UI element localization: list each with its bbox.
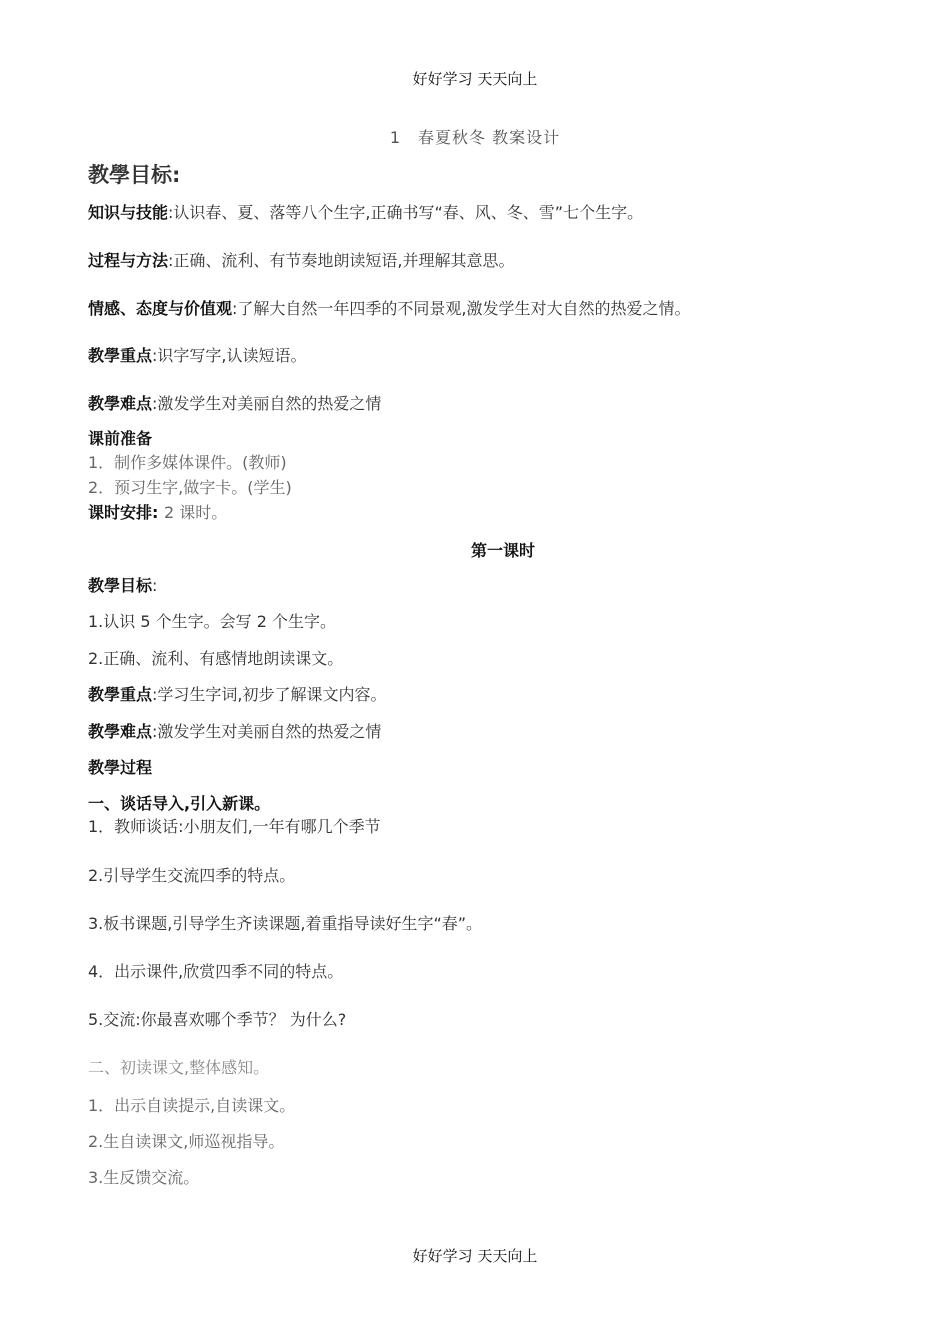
lesson1-objectives-line (88, 575, 157, 597)
section-2-heading: 二、初读课文,整体感知。 (88, 1058, 270, 1077)
lesson1-heading: 第一课时 (471, 541, 536, 560)
section-1-heading: 一、谈话导入,引入新课。 (88, 794, 271, 813)
document-title: 1 春夏秋冬 教案设计 (389, 128, 561, 147)
prep-item-2: 2．预习生字,做字卡。(学生) (88, 478, 292, 497)
emotion-values-line (88, 298, 691, 320)
schedule-line (88, 502, 227, 524)
section-2-item-2: 2.生自读课文,师巡视指导。 (88, 1132, 285, 1151)
difficulty-text: :激发学生对美丽自然的热爱之情 (152, 394, 382, 413)
key-point-line (88, 345, 307, 367)
key-label: 教學重点 (88, 346, 153, 365)
process-label: 过程与方法 (88, 251, 169, 270)
emotion-text: :了解大自然一年四季的不同景观,激发学生对大自然的热爱之情。 (232, 299, 691, 318)
knowledge-skills-line (88, 202, 643, 224)
lesson1-key-label: 教學重点 (88, 685, 153, 704)
section-1-item-4: 4．出示课件,欣赏四季不同的特点。 (88, 962, 344, 981)
process-text: :正确、流利、有节奏地朗读短语,并理解其意思。 (168, 251, 515, 270)
schedule-text: 2 课时。 (163, 503, 228, 522)
prep-heading: 课前准备 (88, 429, 153, 448)
section-1-item-1: 1．教师谈话:小朋友们,一年有哪几个季节 (88, 817, 381, 836)
lesson1-difficulty-line (88, 721, 381, 743)
knowledge-text: :认识春、夏、落等八个生字,正确书写“春、风、冬、雪”七个生字。 (168, 203, 644, 222)
lesson1-difficulty-text: :激发学生对美丽自然的热爱之情 (152, 722, 382, 741)
section-1-item-3: 3.板书课题,引导学生齐读课题,着重指导读好生字“春”。 (88, 914, 483, 933)
schedule-label: 课时安排: (88, 503, 164, 522)
section-2-item-1: 1．出示自读提示,自读课文。 (88, 1096, 296, 1115)
process-method-line (88, 250, 515, 272)
knowledge-label: 知识与技能 (88, 203, 169, 222)
objectives-heading: 教學目标: (88, 163, 181, 187)
lesson1-difficulty-label: 教學难点 (88, 722, 153, 741)
page-header: 好好学习 天天向上 (412, 70, 538, 88)
prep-item-1: 1．制作多媒体课件。(教师) (88, 453, 287, 472)
difficulty-label: 教學难点 (88, 394, 153, 413)
process-heading: 教學过程 (88, 758, 153, 777)
lesson1-key-line (88, 684, 387, 706)
lesson1-obj-colon: : (152, 576, 158, 595)
difficulty-line (88, 393, 381, 415)
lesson1-obj-label: 教學目标 (88, 576, 153, 595)
lesson1-obj-1: 1.认识 5 个生字。会写 2 个生字。 (88, 612, 336, 631)
section-2-item-3: 3.生反馈交流。 (88, 1168, 200, 1187)
emotion-label: 情感、态度与价值观 (88, 299, 233, 318)
key-text: :识字写字,认读短语。 (152, 346, 307, 365)
lesson1-obj-2: 2.正确、流利、有感情地朗读课文。 (88, 649, 344, 668)
lesson1-key-text: :学习生字词,初步了解课文内容。 (152, 685, 387, 704)
page-footer: 好好学习 天天向上 (412, 1247, 538, 1265)
section-1-item-2: 2.引导学生交流四季的特点。 (88, 866, 296, 885)
section-1-item-5: 5.交流:你最喜欢哪个季节？ 为什么? (88, 1010, 347, 1029)
